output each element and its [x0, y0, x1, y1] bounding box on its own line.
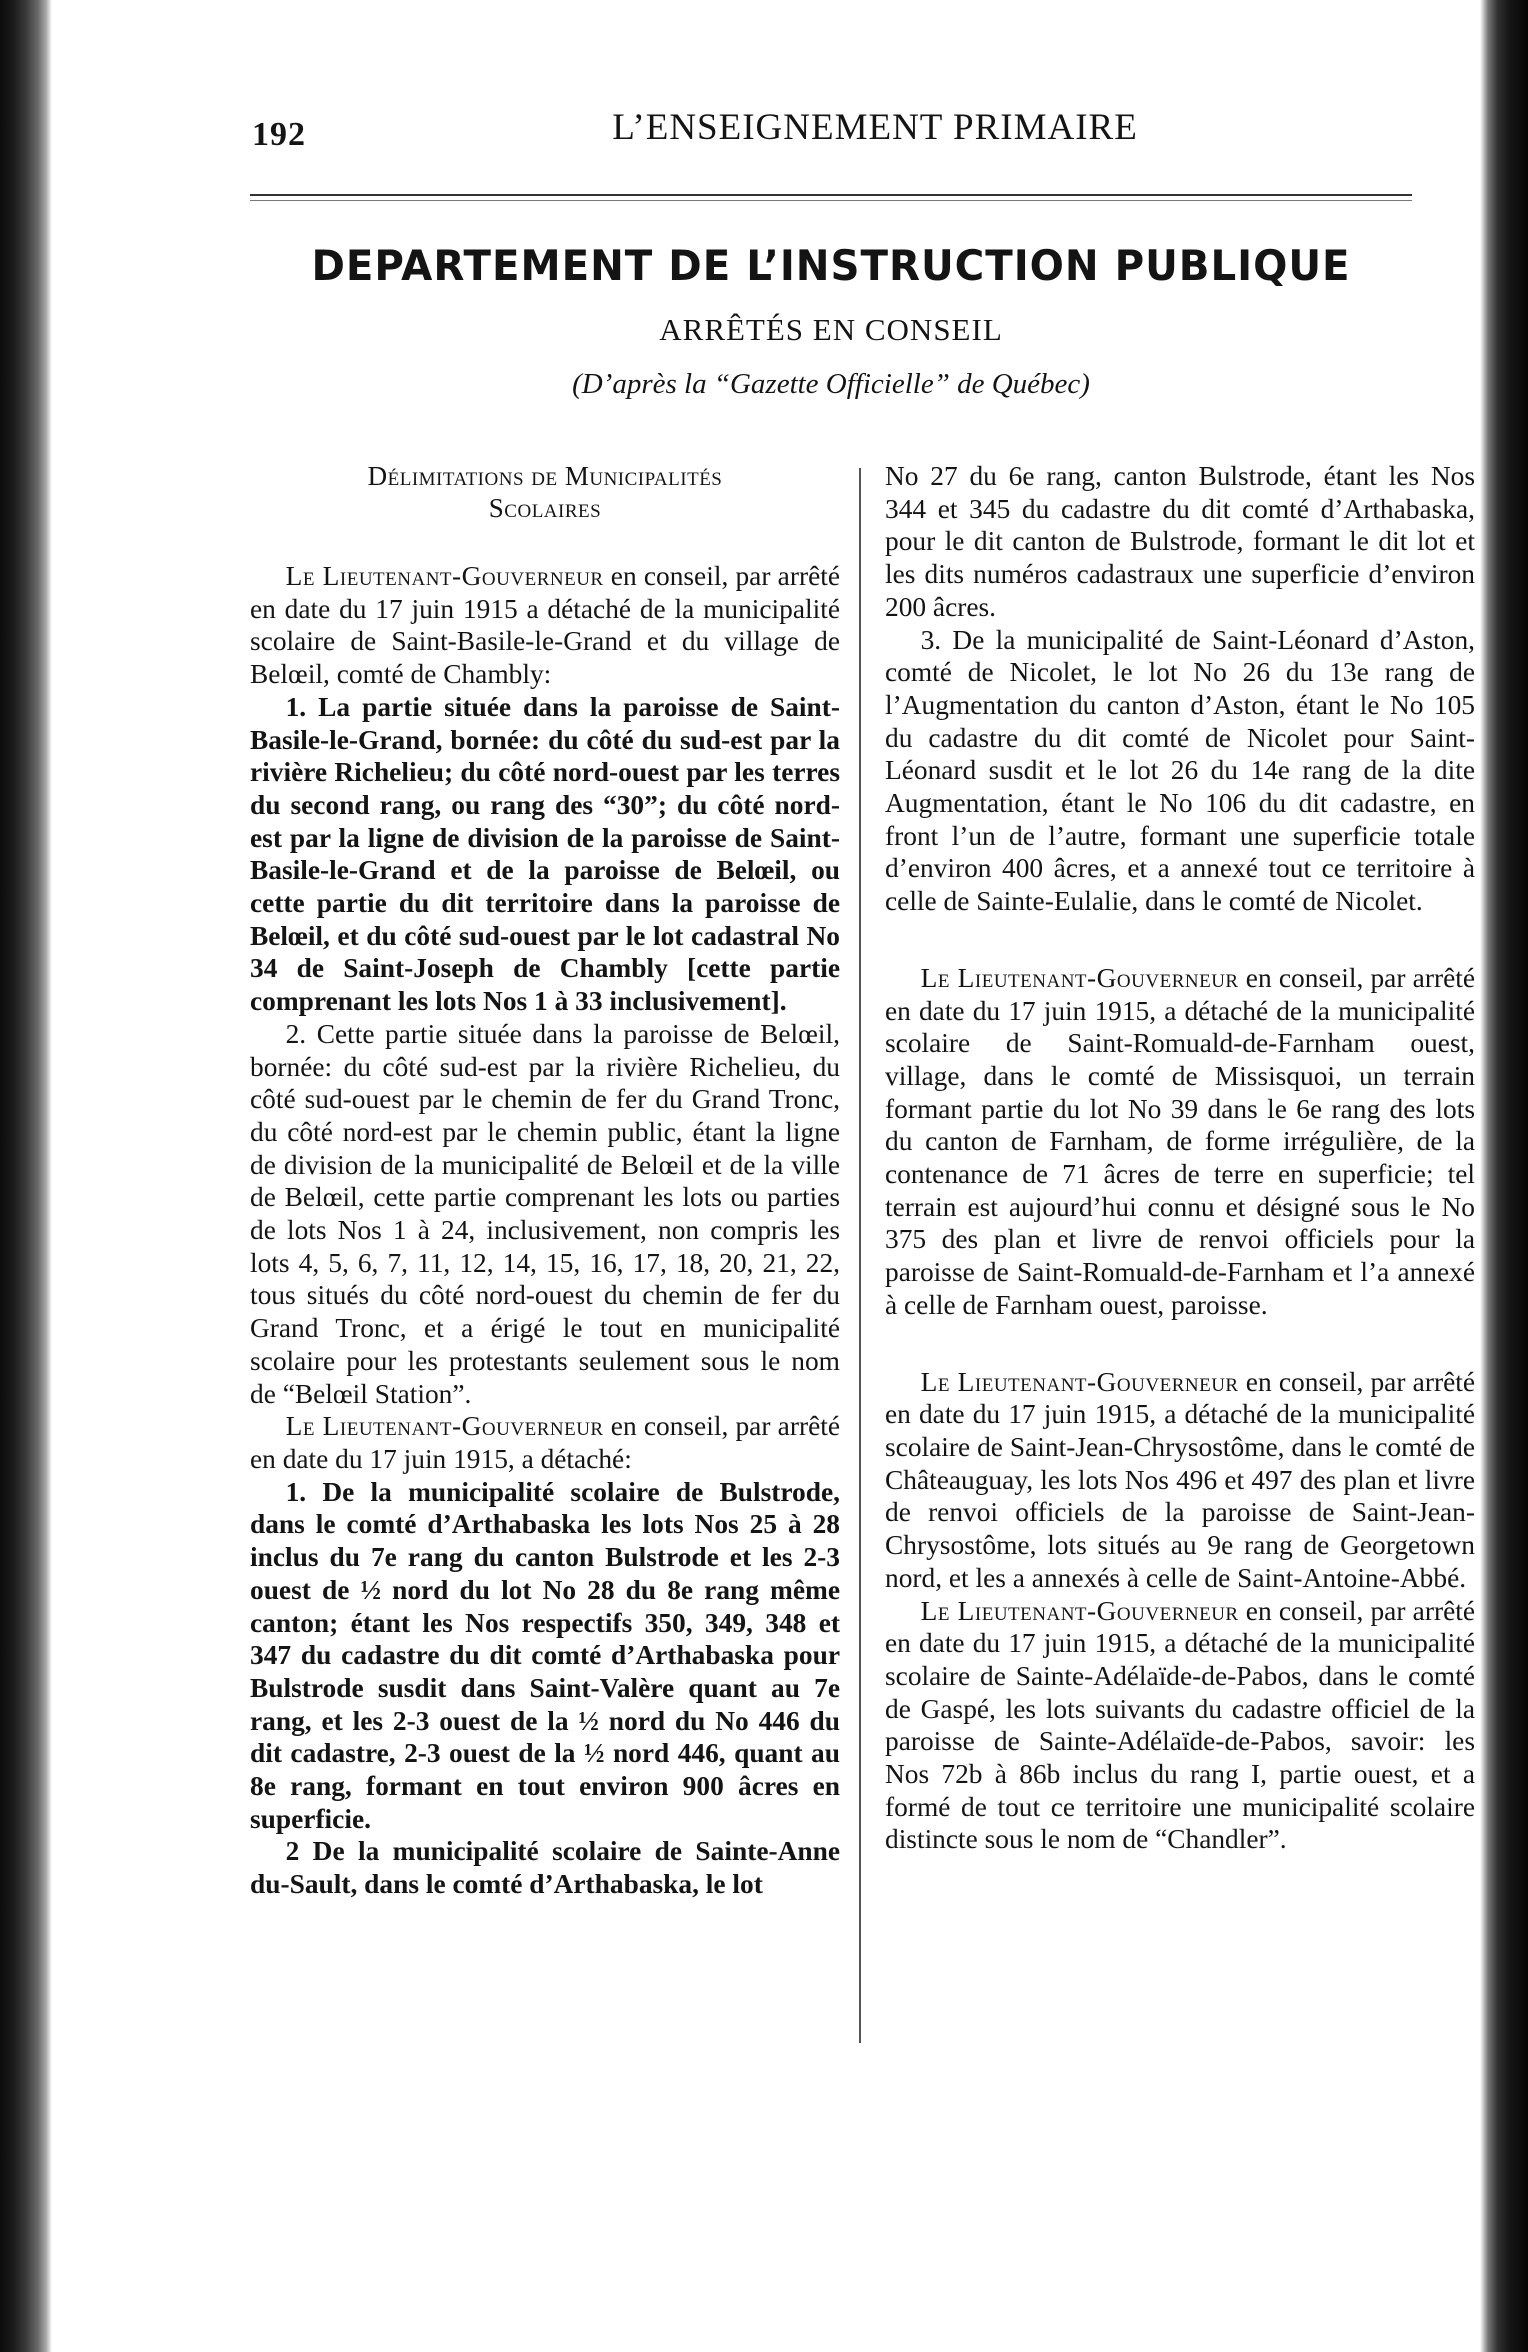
- paragraph: [885, 1595, 1475, 1857]
- paragraph: 2. Cette partie située dans la paroisse de Belœil, bornée: du côté sud-est par la rivière Richelieu, du côté sud-ouest par le chemin de fer du Grand Tronc, du côté nord-est par le chemin public, étant la ligne de division de la municipalité de Belœil et de la ville de Belœil, cette partie comprenant les lots ou parties de lots Nos 1 à 24, inclusivement, non compris les lots 4, 5, 6, 7, 11, 12, 14, 15, 16, 17, 18, 20, 21, 22, tous situés du côté nord-ouest du chemin de fer du Grand Tronc, et a érigé le tout en municipalité scolaire pour les protestants seulement sous le nom de “Belœil Station”.: [250, 1018, 840, 1409]
- paragraph-text: en conseil, par arrêté en date du 17 juin 1915, a détaché de la municipalité scolaire de Saint-Romuald-de-Farnham ouest, village, dans le comté de Missisquoi, un terrain formant partie du lot No 39 dans le 6e rang des lots du canton de Farnham, de forme irrégulière, de la contenance de 71 âcres de terre en superficie; tel terrain est aujourd’hui connu et désigné sous le No 375 des plan et livre de renvoi officiels pour la paroisse de Saint-Romuald-de-Farnham et l’a annexé à celle de Farnham ouest, paroisse.: [885, 962, 1475, 1320]
- text-columns: [250, 460, 1475, 2160]
- paragraph: No 27 du 6e rang, canton Bulstrode, étant les Nos 344 et 345 du cadastre du dit comté d’Arthabaska, pour le dit canton de Bulstrode, formant le dit lot et les dits numéros cadastraux une superficie d’environ 200 âcres.: [885, 461, 1475, 622]
- right-column: [885, 460, 1475, 1856]
- paragraph-text: en conseil, par arrêté en date du 17 juin 1915 a détaché de la municipalité scolaire de Saint-Basile-le-Grand et du village de Belœil, comté de Chambly:: [250, 561, 840, 690]
- book-binding-shadow-left: [0, 0, 52, 2352]
- department-title: DEPARTEMENT DE L’INSTRUCTION PUBLIQUE: [311, 241, 1351, 290]
- section-heading-line1: Délimitations de Municipalités: [367, 461, 723, 491]
- paragraph-text: en conseil, par arrêté en date du 17 juin 1915, a détaché de la municipalité scolaire de Sainte-Adélaïde-de-Pabos, dans le comté de Gaspé, les lots suivants du cadastre officiel de la paroisse de Sainte-Adélaïde-de-Pabos, savoir: les Nos 72b à 86b inclus du rang I, partie ouest, et a formé de tout ce territoire une municipalité scolaire distincte sous le nom de “Chandler”.: [885, 1595, 1475, 1855]
- paragraph-lead: Le Lieutenant-Gouverneur: [920, 1366, 1239, 1397]
- paragraph-lead: Le Lieutenant-Gouverneur: [920, 1595, 1239, 1626]
- paragraph-lead: Le Lieutenant-Gouverneur: [285, 561, 604, 591]
- paragraph-text: en conseil, par arrêté en date du 17 juin 1915, a détaché de la municipalité scolaire de Saint-Jean-Chrysostôme, dans le comté de Châteauguay, les lots Nos 496 et 497 des plan et livre de renvoi officiels de la paroisse de Saint-Jean-Chrysostôme, lots situés au 9e rang de Georgetown nord, et les a annexés à celle de Saint-Antoine-Abbé.: [885, 1366, 1475, 1593]
- paragraph: [885, 962, 1475, 1322]
- paragraph: [250, 1410, 840, 1475]
- page-number: 192: [252, 116, 306, 153]
- paragraph: 2 De la municipalité scolaire de Sainte-Anne du-Sault, dans le comté d’Arthabaska, le lot: [250, 1836, 840, 1900]
- paragraph-lead: Le Lieutenant-Gouverneur: [285, 1411, 604, 1442]
- left-column: [250, 460, 840, 1901]
- header-rule: [250, 194, 1412, 201]
- paragraph: [250, 560, 840, 691]
- paragraph: [885, 1366, 1475, 1595]
- section-heading: [250, 460, 840, 524]
- paragraph-text: en conseil, par arrêté en date du 17 juin 1915, a détaché:: [250, 1411, 840, 1474]
- book-binding-shadow-right: [1480, 0, 1528, 2352]
- paragraph: 3. De la municipalité de Saint-Léonard d’Aston, comté de Nicolet, le lot No 26 du 13e rang de l’Augmentation du canton d’Aston, étant le No 105 du cadastre du dit comté de Nicolet pour Saint-Léonard susdit et le lot 26 du 14e rang de la dite Augmentation, étant le No 106 du dit cadastre, en front l’un de l’autre, formant une superficie totale d’environ 400 âcres, et a annexé tout ce territoire à celle de Sainte-Eulalie, dans le comté de Nicolet.: [885, 624, 1475, 917]
- section-subtitle: ARRÊTÉS EN CONSEIL: [659, 312, 1003, 347]
- paragraph-lead: Le Lieutenant-Gouverneur: [920, 962, 1239, 993]
- column-divider: [859, 468, 861, 2043]
- section-heading-line2: Scolaires: [488, 493, 602, 523]
- paragraph: 1. De la municipalité scolaire de Bulstrode, dans le comté d’Arthabaska les lots Nos 25 à 28 inclus du 7e rang du canton Bulstrode et les 2-3 ouest de ½ nord du lot No 28 du 8e rang même canton; étant les Nos respectifs 350, 349, 348 et 347 du cadastre du dit comté d’Arthabaska pour Bulstrode susdit dans Saint-Valère quant au 7e rang, et les 2-3 ouest de la ½ nord du No 446 du dit cadastre, 2-3 ouest de la ½ nord 446, quant au 8e rang, formant en tout environ 900 âcres en superficie.: [250, 1476, 840, 1834]
- paragraph: 1. La partie située dans la paroisse de Saint-Basile-le-Grand, bornée: du côté du sud-est par la rivière Richelieu; du côté nord-ouest par les terres du second rang, ou rang des “30”; du côté nord-est par la ligne de division de la paroisse de Saint-Basile-le-Grand et de la paroisse de Belœil, ou cette partie du dit territoire dans la paroisse de Belœil, et du côté sud-ouest par le lot cadastral No 34 de Saint-Joseph de Chambly [cette partie comprenant les lots Nos 1 à 33 inclusivement].: [250, 691, 840, 1017]
- source-line: (D’après la “Gazette Officielle” de Québec): [572, 368, 1090, 400]
- page-content: [250, 100, 1475, 2330]
- running-head: L’ENSEIGNEMENT PRIMAIRE: [612, 107, 1138, 148]
- page-header: [250, 100, 1460, 160]
